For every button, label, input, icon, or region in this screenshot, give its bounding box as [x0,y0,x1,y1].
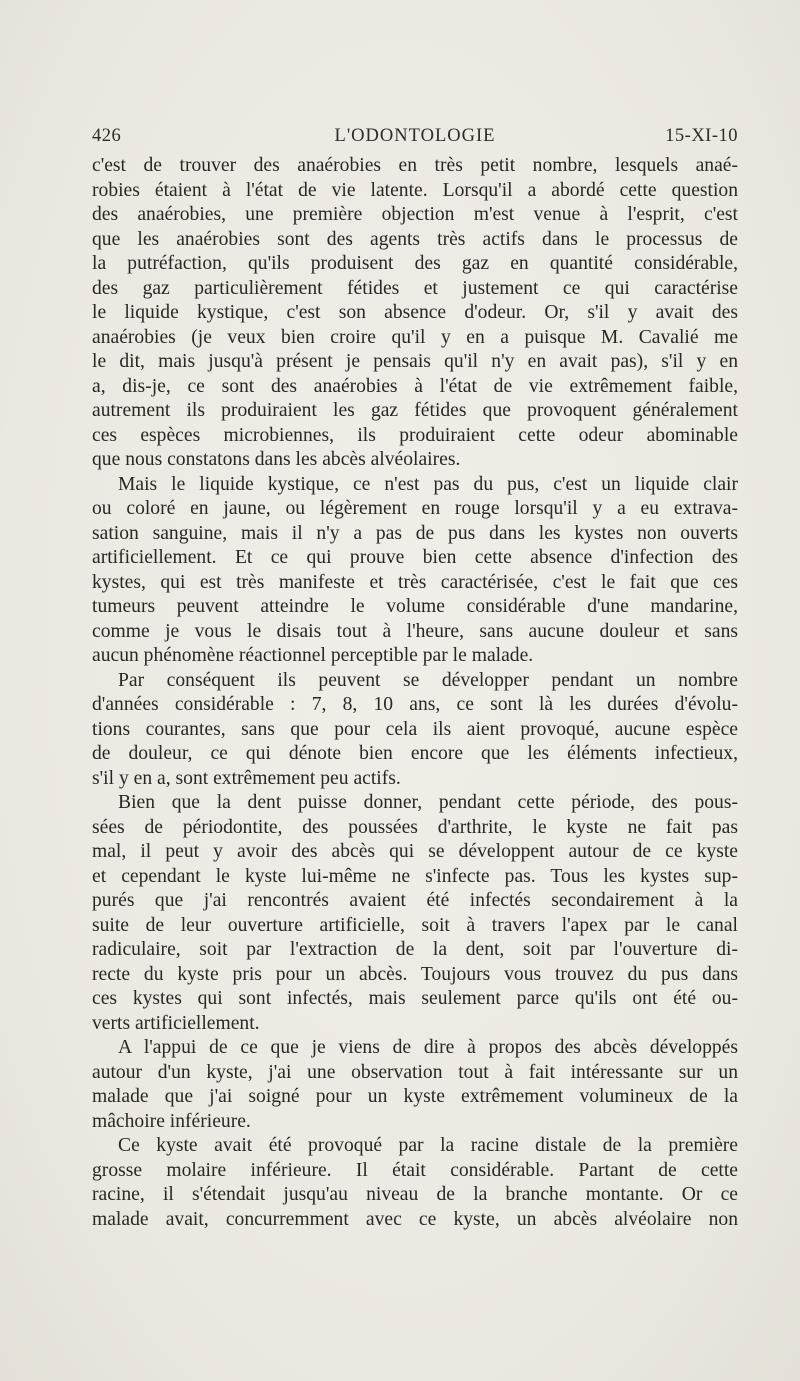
page-number: 426 [92,126,122,146]
text-line: autour d'un kyste, j'ai une observation tout à fait intéressante sur un [92,1061,738,1083]
text-line: aucun phénomène réactionnel perceptible par le malade. [92,645,534,666]
body-text [92,154,738,1232]
text-line: d'années considérable : 7, 8, 10 ans, ce sont là les durées d'évolu- [92,694,738,715]
text-line: ces espèces microbiennes, ils produiraient cette odeur abominable [92,424,738,446]
text-line: suite de leur ouverture artificielle, soit à travers l'apex par le canal [92,914,738,936]
text-line: que nous constatons dans les abcès alvéolaires. [92,449,461,470]
text-line: mal, il peut y avoir des abcès qui se développent autour de ce kyste [92,841,738,862]
text-line: A l'appui de ce que je viens de dire à propos des abcès développés [118,1037,738,1058]
text-line: le dit, mais jusqu'à présent je pensais qu'il n'y en avait pas), s'il y en [92,351,738,372]
text-line: autrement ils produiraient les gaz fétides que provoquent généralement [92,400,738,421]
text-line: malade avait, concurremment avec ce kyste, un abcès alvéolaire non [92,1208,738,1230]
text-line: radiculaire, soit par l'extraction de la dent, soit par l'ouverture di- [92,939,738,960]
text-line: kystes, qui est très manifeste et très caractérisée, c'est le fait que ces [92,571,738,593]
text-line: malade que j'ai soigné pour un kyste extrêmement volumineux de la [92,1086,738,1107]
text-line: Par conséquent ils peuvent se développer pendant un nombre [118,669,738,691]
text-line: a, dis-je, ce sont des anaérobies à l'état de vie extrêmement faible, [92,375,738,397]
text-line: s'il y en a, sont extrêmement peu actifs. [92,767,401,789]
text-line: des anaérobies, une première objection m'est venue à l'esprit, c'est [92,204,738,225]
text-line: comme je vous le disais tout à l'heure, sans aucune douleur et sans [92,620,738,642]
text-line: artificiellement. Et ce qui prouve bien cette absence d'infection des [92,547,738,568]
text-line: Ce kyste avait été provoqué par la racine distale de la première [118,1135,738,1156]
issue-date: 15-XI-10 [665,126,738,146]
text-line: la putréfaction, qu'ils produisent des gaz en quantité considérable, [92,253,738,274]
text-line: grosse molaire inférieure. Il était considérable. Partant de cette [92,1159,738,1181]
text-line: ces kystes qui sont infectés, mais seulement parce qu'ils ont été ou- [92,988,738,1009]
text-line: le liquide kystique, c'est son absence d'odeur. Or, s'il y avait des [92,302,738,323]
text-line: sées de périodontite, des poussées d'arthrite, le kyste ne fait pas [92,816,738,838]
text-line: que les anaérobies sont des agents très actifs dans le processus de [92,228,738,250]
text-line: de douleur, ce qui dénote bien encore que les éléments infectieux, [92,743,738,764]
text-line: verts artificiellement. [92,1012,260,1034]
text-line: purés que j'ai rencontrés avaient été infectés secondairement à la [92,890,738,911]
text-line: c'est de trouver des anaérobies en très petit nombre, lesquels anaé- [92,155,738,176]
journal-title: L'ODONTOLOGIE [334,126,496,146]
text-line: et cependant le kyste lui-même ne s'infecte pas. Tous les kystes sup- [92,865,738,887]
text-line: recte du kyste pris pour un abcès. Toujours vous trouvez du pus dans [92,963,738,985]
text-line: tions courantes, sans que pour cela ils aient provoqué, aucune espèce [92,718,738,740]
text-line: Bien que la dent puisse donner, pendant cette période, des pous- [118,792,738,813]
text-line: des gaz particulièrement fétides et justement ce qui caractérise [92,277,738,299]
text-line: robies étaient à l'état de vie latente. Lorsqu'il a abordé cette question [92,179,738,201]
running-header [92,126,738,152]
text-line: tumeurs peuvent atteindre le volume considérable d'une mandarine, [92,596,738,617]
text-line: Mais le liquide kystique, ce n'est pas du pus, c'est un liquide clair [118,473,738,495]
text-line: racine, il s'étendait jusqu'au niveau de la branche montante. Or ce [92,1184,738,1205]
text-line: mâchoire inférieure. [92,1110,251,1132]
text-line: sation sanguine, mais il n'y a pas de pus dans les kystes non ouverts [92,522,738,544]
text-line: anaérobies (je veux bien croire qu'il y en a puisque M. Cavalié me [92,326,738,348]
text-line: ou coloré en jaune, ou légèrement en rouge lorsqu'il y a eu extrava- [92,498,738,519]
